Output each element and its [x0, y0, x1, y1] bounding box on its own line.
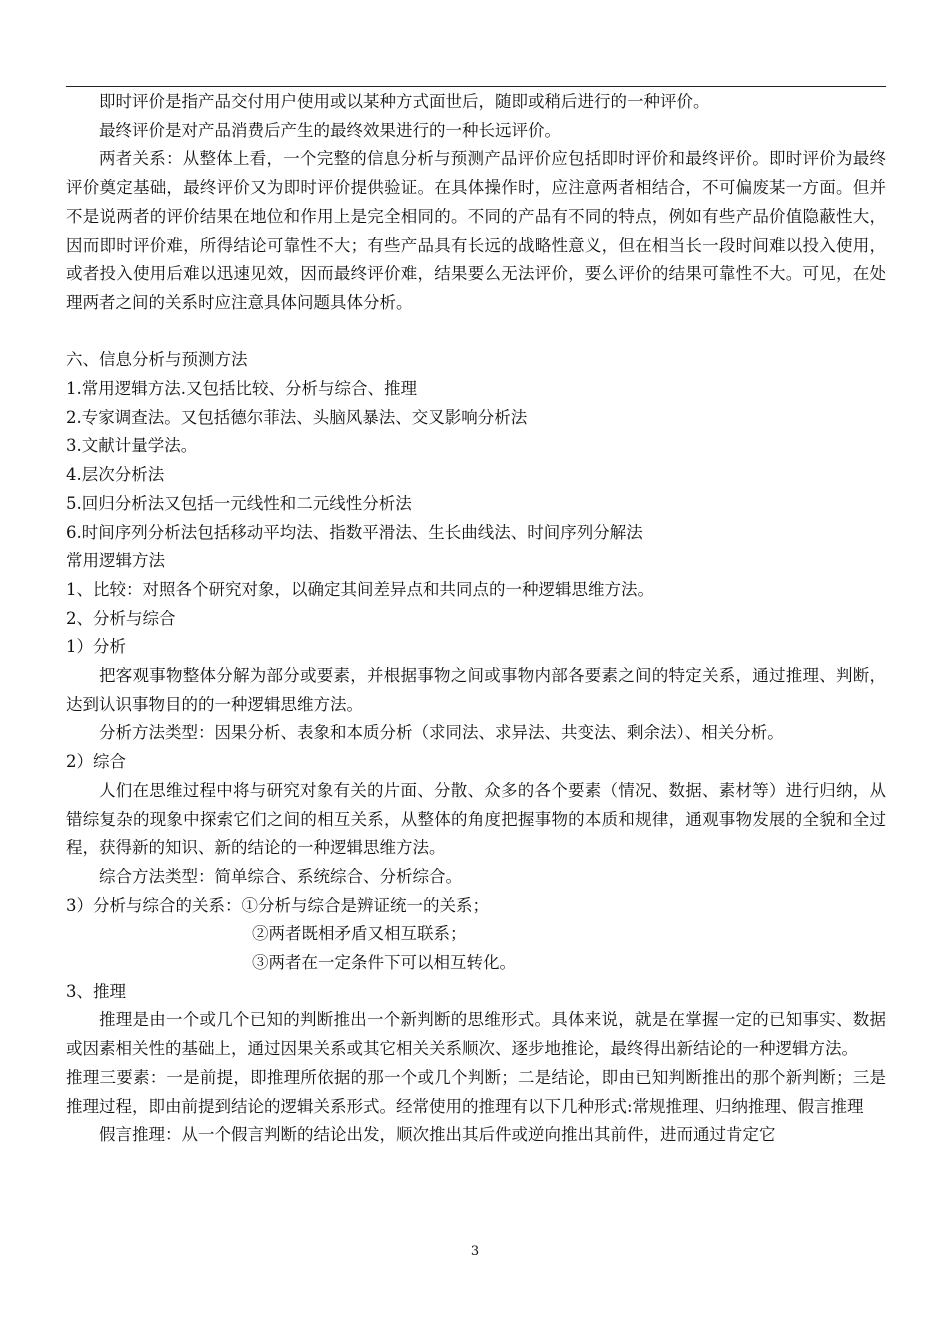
blank-line	[66, 318, 886, 347]
section-heading-methods: 六、信息分析与预测方法	[66, 350, 248, 370]
item-reasoning: 3、推理	[66, 981, 126, 1001]
subitem-synthesis: 2）综合	[66, 752, 126, 772]
paragraph-hypothetical-reasoning: 假言推理：从一个假言判断的结论出发，顺次推出其后件或逆向推出其前件，进而通过肯定它	[99, 1125, 776, 1145]
paragraph-reasoning-definition: 推理是由一个或几个已知的判断推出一个新判断的思维形式。具体来说，就是在掌握一定的已知事实、数据或因素相关性的基础上，通过因果关系或其它相关关系顺次、逐步地推论，最终得出新结论的一种逻辑方法。	[66, 1010, 886, 1059]
subitem-relationship-2: ②两者既相矛盾又相互联系；	[252, 924, 467, 944]
paragraph-final-evaluation: 最终评价是对产品消费后产生的最终效果进行的一种长远评价。	[99, 120, 561, 140]
paragraph-analysis-types: 分析方法类型：因果分析、表象和本质分析（求同法、求异法、共变法、剩余法）、相关分析。	[99, 723, 784, 743]
paragraph-synthesis-definition: 人们在思维过程中将与研究对象有关的片面、分散、众多的各个要素（情况、数据、素材等）进行归纳，从错综复杂的现象中探索它们之间的相互关系，从整体的角度把握事物的本质和规律，通观事物发展的全貌和全过程，获得新的知识、新的结论的一种逻辑思维方法。	[66, 780, 886, 858]
item-comparison: 1、比较：对照各个研究对象，以确定其间差异点和共同点的一种逻辑思维方法。	[66, 579, 654, 599]
list-item-method-2: 2.专家调查法。又包括德尔菲法、头脑风暴法、交叉影响分析法	[66, 407, 528, 427]
header-rule	[66, 86, 886, 87]
list-item-method-4: 4.层次分析法	[66, 465, 165, 485]
subitem-analysis: 1）分析	[66, 637, 126, 657]
item-analysis-synthesis: 2、分析与综合	[66, 608, 176, 628]
list-item-method-1: 1.常用逻辑方法.又包括比较、分析与综合、推理	[66, 379, 417, 399]
page-body	[66, 88, 886, 1150]
paragraph-analysis-definition: 把客观事物整体分解为部分或要素，并根据事物之间或事物内部各要素之间的特定关系，通过推理、判断，达到认识事物目的的一种逻辑思维方法。	[66, 666, 886, 714]
subitem-relationship-3: ③两者在一定条件下可以相互转化。	[252, 953, 516, 973]
paragraph-relationship: 两者关系：从整体上看，一个完整的信息分析与预测产品评价应包括即时评价和最终评价。即时评价为最终评价奠定基础，最终评价又为即时评价提供验证。在具体操作时，应注意两者相结合，不可偏废某一方面。但并不是说两者的评价结果在地位和作用上是完全相同的。不同的产品有不同的特点，例如有些产品价值隐蔽性大，因而即时评价难，所得结论可靠性不大；有些产品具有长远的战略性意义，但在相当长一段时间难以投入使用，或者投入使用后难以迅速见效，因而最终评价难，结果要么无法评价，要么评价的结果可靠性不大。可见，在处理两者之间的关系时应注意具体问题具体分析。	[66, 149, 886, 312]
paragraph-reasoning-elements: 推理三要素：一是前提，即推理所依据的那一个或几个判断；二是结论，即由已知判断推出的那个新判断；三是推理过程，即由前提到结论的逻辑关系形式。经常使用的推理有以下几种形式:常规推理、归纳推理、假言推理	[66, 1067, 886, 1116]
subitem-relationship-1: 3）分析与综合的关系：①分析与综合是辨证统一的关系；	[66, 895, 489, 915]
page-number: 3	[470, 1244, 480, 1259]
list-item-method-5: 5.回归分析法又包括一元线性和二元线性分析法	[66, 493, 412, 513]
subheading-logic-methods: 常用逻辑方法	[66, 551, 165, 571]
paragraph-instant-evaluation: 即时评价是指产品交付用户使用或以某种方式面世后，随即或稍后进行的一种评价。	[99, 92, 710, 111]
list-item-method-6: 6.时间序列分析法包括移动平均法、指数平滑法、生长曲线法、时间序列分解法	[66, 522, 643, 542]
list-item-method-3: 3.文献计量学法。	[66, 436, 198, 456]
paragraph-synthesis-types: 综合方法类型：简单综合、系统综合、分析综合。	[99, 866, 462, 886]
